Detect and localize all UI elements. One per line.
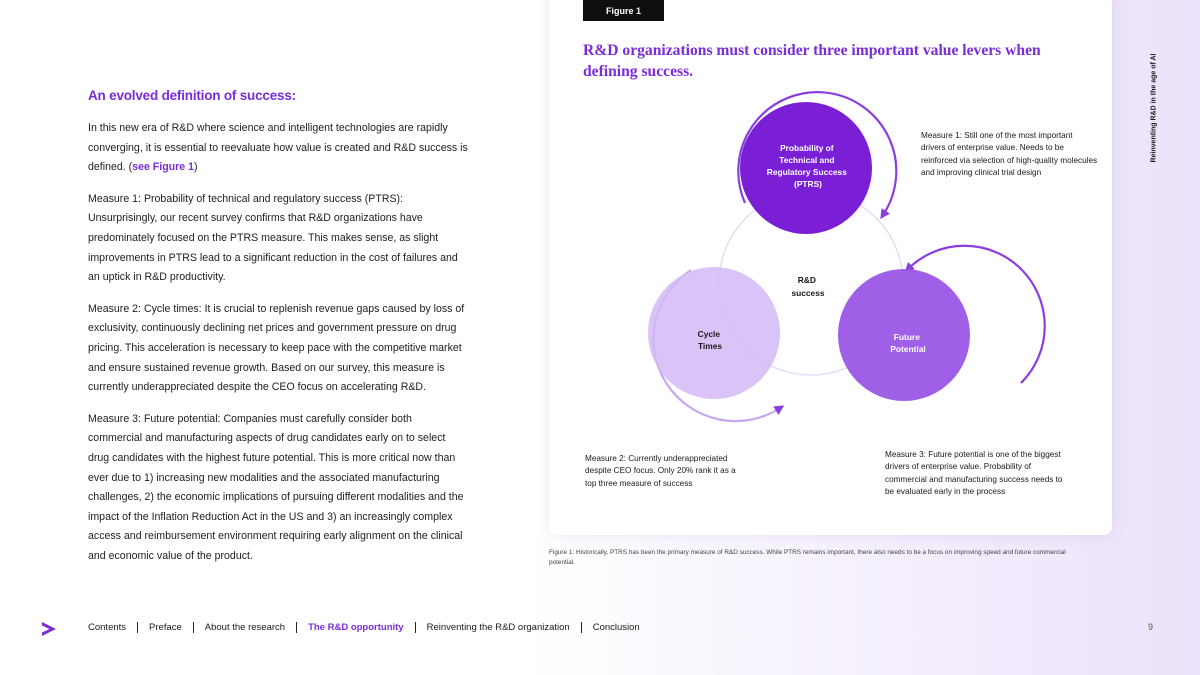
future-potential-label: Future Potential — [890, 332, 926, 354]
figure-card — [549, 0, 1112, 535]
nav-conclusion[interactable]: Conclusion — [592, 622, 640, 633]
annotation-measure-3: Measure 3: Future potential is one of the biggest drivers of enterprise value. Probability of commercial and manufacturing success needs to be evaluated early in the process — [885, 450, 1063, 496]
side-section-label: Reinventing R&D in the age of AI — [1150, 53, 1158, 163]
footer-nav — [88, 622, 640, 633]
intro-paragraph: In this new era of R&D where science and intelligent technologies are rapidly converging, it is essential to reevaluate how value is created and R&D success is defined. (see Figure 1) — [88, 122, 468, 174]
nav-divider — [137, 622, 138, 633]
figure-tag: Figure 1 — [583, 0, 664, 21]
accenture-chevron-icon — [41, 621, 57, 637]
nav-contents[interactable]: Contents — [88, 622, 127, 633]
nav-about-the-research[interactable]: About the research — [204, 622, 286, 633]
measure-2-paragraph: Measure 2: Cycle times: It is crucial to replenish revenue gaps caused by loss of exclusivity, continuously declining net prices and government pressure on drug pricing. This acceleration is necessary to keep pace with the competitive market and ensure sustained revenue growth. Based on our survey, this measure is currently underappreciated despite the CEO focus on accelerating R&D. — [88, 302, 465, 394]
ptrs-label: Probability of Technical and Regulatory Success (PTRS) — [766, 143, 847, 189]
see-figure-link[interactable]: see Figure 1 — [132, 161, 194, 174]
page-number: 9 — [1148, 622, 1154, 632]
body-text-column — [88, 88, 468, 578]
nav-the-rd-opportunity[interactable]: The R&D opportunity — [308, 622, 404, 633]
nav-reinventing-the-rd-organization[interactable]: Reinventing the R&D organization — [426, 622, 570, 633]
annotation-measure-1: Measure 1: Still one of the most important drivers of enterprise value. Needs to be reinforced via selection of high-quality molecules and improving clinical trial design — [921, 131, 1098, 177]
figure-caption: Figure 1: Historically, PTRS has been the primary measure of R&D success. While PTRS remains important, there also needs to be a focus on improving speed and future commercial potential. — [549, 549, 1066, 566]
measure-3-paragraph: Measure 3: Future potential: Companies must carefully consider both commercial and manufacturing aspects of drug candidates early on to select drug candidates with the highest future potential. This is more critical now than ever due to 1) increasing new modalities and the associated manufacturing challenges, 2) the economic implications of pursuing different modalities and the impact of the Inflation Reduction Act in the US and 3) an increasingly complex access and reimbursement environment requiring early alignment on the clinical and economic value of the product. — [88, 412, 464, 562]
nav-preface[interactable]: Preface — [149, 622, 182, 633]
section-heading: An evolved definition of success: — [88, 88, 296, 103]
measure-1-paragraph: Measure 1: Probability of technical and regulatory success (PTRS): Unsurprisingly, our recent survey confirms that R&D organizations have predominately focused on the PTRS measure. This makes sense, as slight improvements in PTRS lead to a significant reduction in the cost of failures and an uptick in R&D productivity. — [88, 192, 458, 284]
center-label: R&D success — [791, 275, 825, 298]
figure-title: R&D organizations must consider three important value levers when defining success. — [583, 42, 1041, 80]
nav-divider — [296, 622, 297, 633]
cycle-times-label: Cycle Times — [697, 329, 723, 351]
footer-nav-bar — [0, 618, 1200, 640]
nav-divider — [415, 622, 416, 633]
nav-divider — [193, 622, 194, 633]
nav-divider — [581, 622, 582, 633]
annotation-measure-2: Measure 2: Currently underappreciated despite CEO focus. Only 20% rank it as a top three measure of success — [585, 454, 736, 488]
